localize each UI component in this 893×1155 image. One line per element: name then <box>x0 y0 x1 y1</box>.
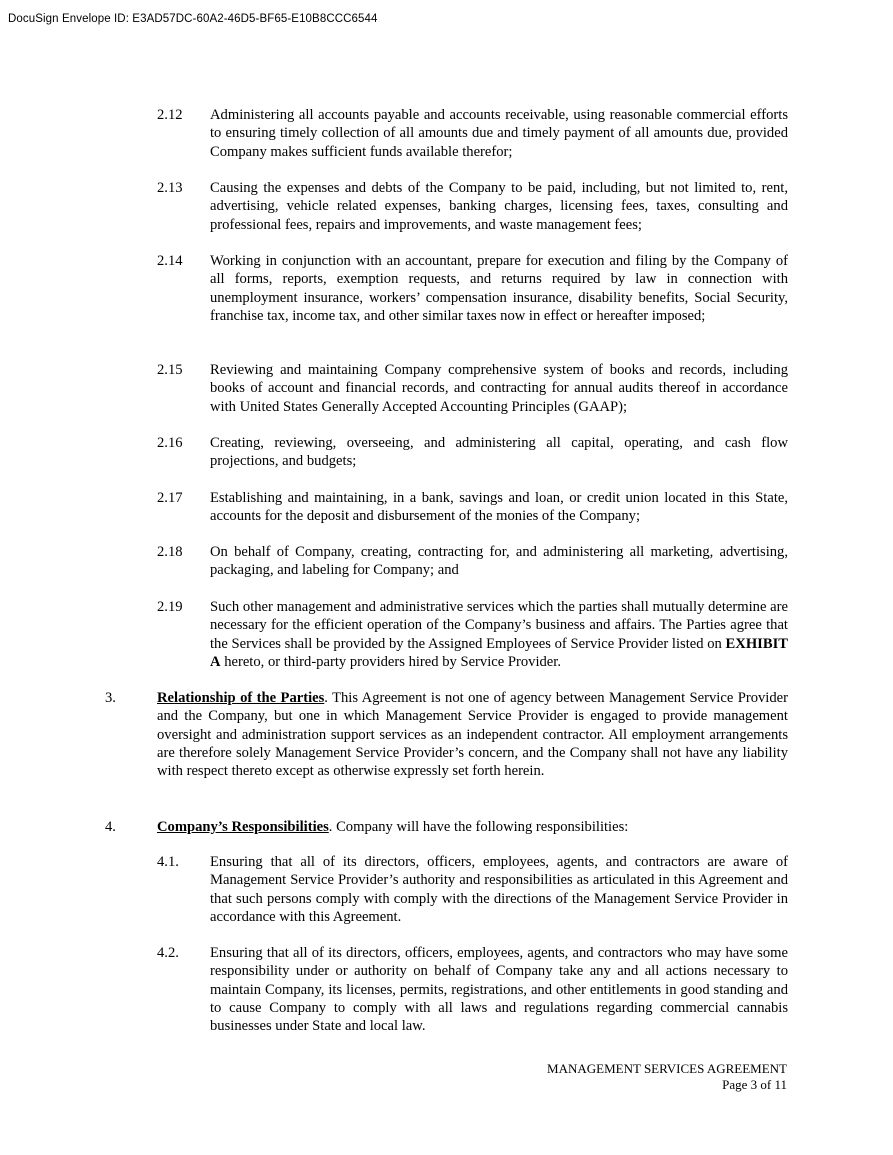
item-number-2-18: 2.18 <box>157 544 183 560</box>
section-number-3: 3. <box>105 690 116 706</box>
section-4-text: . Company will have the following responsibilities: <box>328 819 629 835</box>
section-3-heading: Relationship of the Parties <box>157 690 325 706</box>
item-number-4-2: 4.2. <box>157 945 179 961</box>
item-number-2-15: 2.15 <box>157 362 183 378</box>
item-text-4-2: Ensuring that all of its directors, officers, employees, agents, and contractors who may have some responsibility under or authority on behalf of Company take any and all actions necessary to maintain Company, its licenses, permits, registrations, and other entitlements in good standing and to cause Company to comply with all laws and regulations regarding commercial cannabis businesses under State and local law. <box>210 945 788 1035</box>
page-footer <box>547 1061 787 1092</box>
section-3-text: . This Agreement is not one of agency between Management Service Provider and the Company, but one in which Management Service Provider is engaged to provide management oversight and administration support services as an independent contractor. All employment arrangements are therefore solely Management Service Provider’s concern, and the Company shall not have any liability with respect thereto except as otherwise expressly set forth herein. <box>157 690 788 780</box>
exhibit-a-reference: EXHIBIT A <box>210 635 788 670</box>
item-text-2-19-before: Such other management and administrative services which the parties shall mutually determine are necessary for the efficient operation of the Company’s business and affairs. The Parties agree that the Services shall be provided by the Assigned Employees of Service Provider listed on <box>210 599 788 652</box>
item-text-4-1: Ensuring that all of its directors, officers, employees, agents, and contractors are aware of Management Service Provider’s authority and responsibilities as articulated in this Agreement and that such persons comply with comply with the directions of the Management Service Provider in accordance with this Agreement. <box>210 854 788 925</box>
item-text-2-14: Working in conjunction with an accountant, prepare for execution and filing by the Company of all forms, reports, exemption requests, and returns required by law in connection with unemployment insurance, workers’ compensation insurance, disability benefits, Social Security, franchise tax, income tax, and other similar taxes now in effect or hereafter imposed; <box>210 253 788 324</box>
section-4-paragraph <box>157 818 788 836</box>
item-text-2-12: Administering all accounts payable and accounts receivable, using reasonable commercial efforts to ensuring timely collection of all amounts due and timely payment of all amounts due, provided Company makes sufficient funds available therefor; <box>210 107 788 160</box>
section-3-paragraph <box>157 689 788 780</box>
item-number-2-17: 2.17 <box>157 490 183 506</box>
item-number-2-14: 2.14 <box>157 253 183 269</box>
item-text-2-18: On behalf of Company, creating, contracting for, and administering all marketing, advertising, packaging, and labeling for Company; and <box>210 544 788 579</box>
item-number-2-19: 2.19 <box>157 599 183 615</box>
footer-agreement-title: MANAGEMENT SERVICES AGREEMENT <box>547 1061 787 1076</box>
item-number-2-16: 2.16 <box>157 435 183 451</box>
item-text-2-19-after: hereto, or third-party providers hired by Service Provider. <box>220 653 561 670</box>
item-number-4-1: 4.1. <box>157 854 179 870</box>
item-text-2-19 <box>210 598 788 671</box>
docusign-envelope-id: DocuSign Envelope ID: E3AD57DC-60A2-46D5-BF65-E10B8CCC6544 <box>8 13 378 25</box>
item-number-2-12: 2.12 <box>157 107 183 123</box>
item-text-2-17: Establishing and maintaining, in a bank, savings and loan, or credit union located in this State, accounts for the deposit and disbursement of the monies of the Company; <box>210 490 788 525</box>
item-number-2-13: 2.13 <box>157 180 183 196</box>
section-4-heading: Company’s Responsibilities <box>157 819 329 835</box>
footer-page-number: Page 3 of 11 <box>722 1076 787 1092</box>
section-number-4: 4. <box>105 819 116 835</box>
item-text-2-16: Creating, reviewing, overseeing, and administering all capital, operating, and cash flow projections, and budgets; <box>210 435 788 470</box>
item-text-2-13: Causing the expenses and debts of the Company to be paid, including, but not limited to, rent, advertising, vehicle related expenses, banking charges, licensing fees, taxes, consulting and professional fees, repairs and improvements, and waste management fees; <box>210 180 788 233</box>
item-text-2-15: Reviewing and maintaining Company comprehensive system of books and records, including books of account and financial records, and contracting for annual audits thereof in accordance with United States Generally Accepted Accounting Principles (GAAP); <box>210 362 788 415</box>
